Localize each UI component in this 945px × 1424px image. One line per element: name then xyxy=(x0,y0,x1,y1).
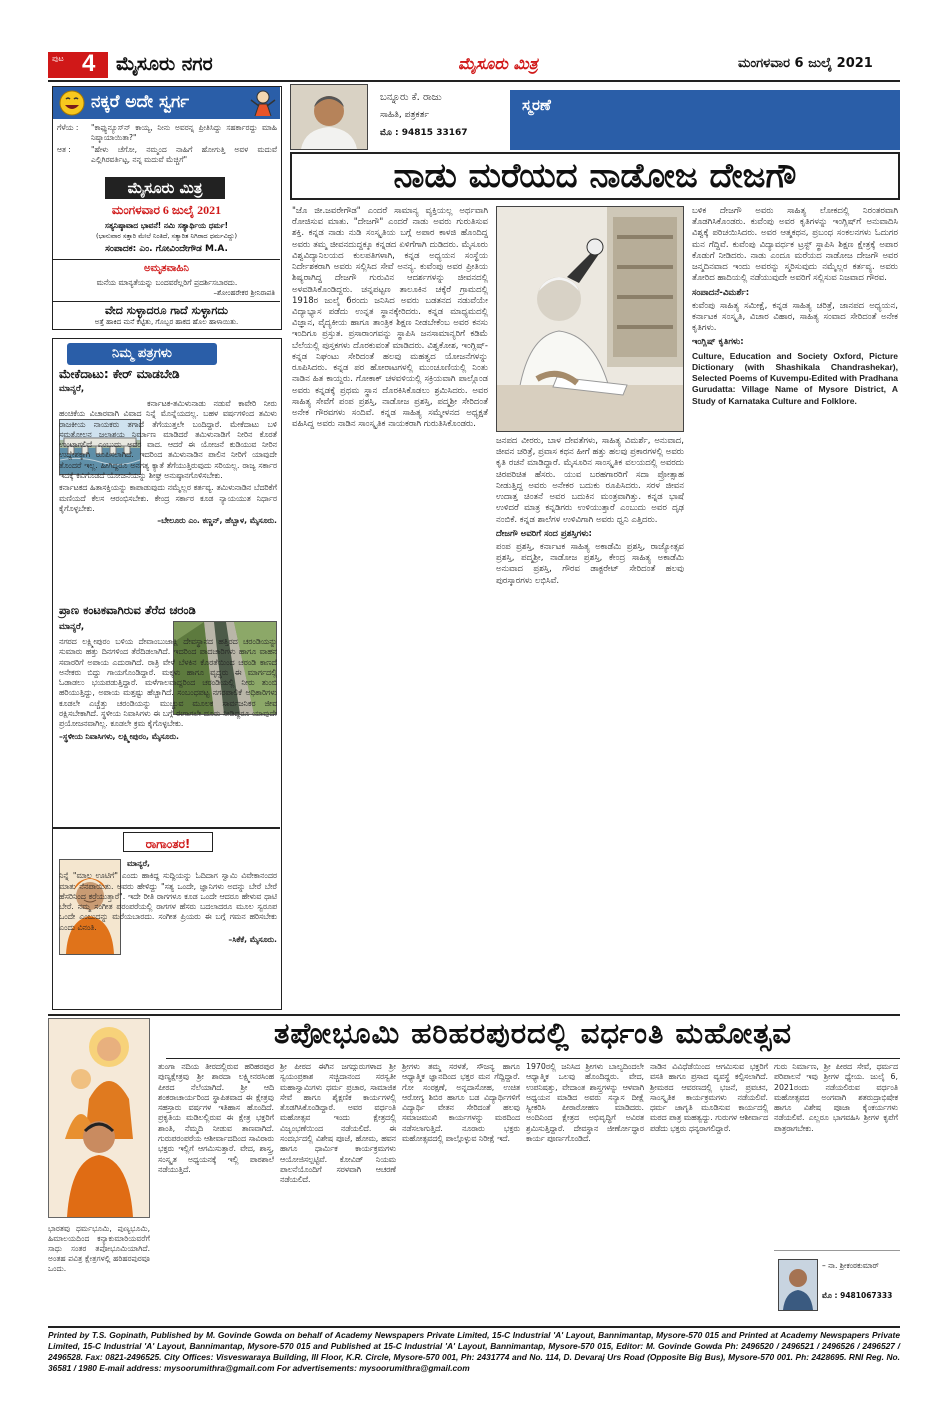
letter2-salutation: ಮಾನ್ಯರೆ, xyxy=(59,622,85,632)
feature-col2 xyxy=(496,436,684,589)
letters-banner-text: ನಿಮ್ಮ ಪತ್ರಗಳು xyxy=(112,346,172,361)
bottom-headline-rule xyxy=(166,1058,900,1059)
humor-row1-text: "ಕಾಫ್ಯುನ್ಯೂಸ್‌ನ್ ಕಾಯ್ಯ, ನೀನು ಅವರನ್ನ ಪ್ರೀತಿಸಿದ್ದು ಸಹರ್ಕಾರದ್ದು ಮಾಹಿ ನಿಷ್ಕಾಯಾಯಿತಾ?" xyxy=(91,123,277,142)
masthead-line1: ಸತ್ಯನಿಷ್ಠಾವಾದ ಭಾವನೆ! ನಮಿ ಸತ್ಯಾರ್ಥಿಯ ಧರ್ಮ! xyxy=(104,221,229,230)
page-header xyxy=(48,52,900,78)
raga-title: ರಾಗಾಂತರ! xyxy=(145,837,191,851)
feature-article xyxy=(288,84,900,1012)
amrita-credit: –ಶೋಂಹರೇಕರ ಶ್ರೀನಿರಾಪತಿ xyxy=(213,289,275,297)
humor-row2-label: ಆತ : xyxy=(57,144,71,154)
letters-box xyxy=(52,338,282,1010)
masthead-line2: (ಭಾನುವಾರ ಸತ್ತಾರಿ ಮೇಲೆ ನಿಂತಿದೆ, ಸತ್ಯಾರಿತ ನಿಗಿರಾದ ಧರ್ಮವಿದ್ದು) xyxy=(95,232,238,240)
feature-col1-text: "ಜೊ ಜೀ.ಜವರೇಗೌಡ" ಎಂದರೆ ಸಾಮಾನ್ಯ ವ್ಯಕ್ತಿಯಲ್ಲ ಅರ್ಥವಾಗಿ ರೋಜಿಸುವ ಮಾತು. "ದೇಜಗೌ" ಎಂದರೆ ನಾಡು ಅವರು ಗುರುತಿಸುವ ಶಕ್ತಿ. ಕನ್ನಡ ನಾಡು ನುಡಿ ಸಂಸ್ಕೃತಿಯ ಬಗ್ಗೆ ಅಪಾರ ಕಾಳಜಿ ಹೊಂದಿದ್ದ ಅವರು ತಮ್ಮ ಜೀವನದುದ್ದಕ್ಕೂ ಕನ್ನಡದ ಏಳಿಗೆಗಾಗಿ ದುಡಿದರು. ಮೈಸೂರು ವಿಶ್ವವಿದ್ಯಾನಿಲಯದ ಕುಲಪತಿಗಳಾಗಿ, ಕನ್ನಡ ಅಧ್ಯಯನ ಸಂಸ್ಥೆಯ ನಿರ್ದೇಶಕರಾಗಿ ಅವರು ಸಲ್ಲಿಸಿದ ಸೇವೆ ಅನನ್ಯ. ಕುವೆಂಪು ಅವರ ಪ್ರೀತಿಯ ಶಿಷ್ಯರಾಗಿದ್ದ ದೇಜಗೌ ಗುರುವಿನ ಆದರ್ಶಗಳನ್ನು ಜೀವನದಲ್ಲಿ ಅಳವಡಿಸಿಕೊಂಡಿದ್ದರು. ಚನ್ನಪಟ್ಟಣ ತಾಲೂಕಿನ ಚಕ್ಕೆರೆ ಗ್ರಾಮದಲ್ಲಿ 1918ರ ಜುಲೈ 6ರಂದು ಜನಿಸಿದ ಅವರು ಬಡತನದ ನಡುವೆಯೇ ವಿದ್ಯಾಭ್ಯಾಸ ಪಡೆದು ಉನ್ನತ ಸ್ಥಾನಕ್ಕೇರಿದರು. ಕನ್ನಡ ಮಾಧ್ಯಮದಲ್ಲಿ ವಿಜ್ಞಾನ, ವೈದ್ಯಕೀಯ ಹಾಗೂ ತಾಂತ್ರಿಕ ಶಿಕ್ಷಣ ನೀಡಬೇಕೆಂಬ ಅವರ ಕನಸು ಇಂದಿಗೂ ಪ್ರಸ್ತುತ. ಪ್ರಸಾರಾಂಗವನ್ನು ಸ್ಥಾಪಿಸಿ ಜನಸಾಮಾನ್ಯರಿಗೆ ಕಡಿಮೆ ಬೆಲೆಯಲ್ಲಿ ಪುಸ್ತಕಗಳು ದೊರಕುವಂತೆ ಮಾಡಿದರು. ವಿಶ್ವಕೋಶ, ಇಂಗ್ಲಿಷ್-ಕನ್ನಡ ನಿಘಂಟು ಸೇರಿದಂತೆ ಹಲವು ಮಹತ್ವದ ಯೋಜನೆಗಳನ್ನು ರೂಪಿಸಿದರು. ಕನ್ನಡ ಪರ ಹೋರಾಟಗಳಲ್ಲಿ ಮುಂಚೂಣಿಯಲ್ಲಿ ನಿಂತು ನಾಡಿನ ಹಿತ ಕಾಯ್ದರು. ಗೋಕಾಕ್ ಚಳವಳಿಯಲ್ಲಿ ಸಕ್ರಿಯವಾಗಿ ಪಾಲ್ಗೊಂಡ ಅವರು ಕನ್ನಡಕ್ಕೆ ಪ್ರಥಮ ಸ್ಥಾನ ದೊರಕಿಸಿಕೊಡಲು ಶ್ರಮಿಸಿದರು. ಅವರ ಸಾಹಿತ್ಯ ಸೇವೆಗೆ ಪಂಪ ಪ್ರಶಸ್ತಿ, ನಾಡೋಜ ಪ್ರಶಸ್ತಿ, ಪದ್ಮಶ್ರೀ ಸೇರಿದಂತೆ ಅನೇಕ ಗೌರವಗಳು ಸಂದಿವೆ. ಕನ್ನಡ ಸಾಹಿತ್ಯ ಸಮ್ಮೇಳನದ ಅಧ್ಯಕ್ಷತೆ ವಹಿಸಿದ್ದ ಅವರು ನಾಡಿನ ಸಾಂಸ್ಕೃತಿಕ ನಾಯಕರಾಗಿ ಗುರುತಿಸಿಕೊಂಡರು. xyxy=(292,206,488,430)
letter1-salutation: ಮಾನ್ಯರೆ, xyxy=(59,384,85,394)
letter1-para2: ಕರ್ನಾಟಕದ ಹಿತಾಸಕ್ತಿಯನ್ನು ಕಾಪಾಡುವುದು ನಮ್ಮೆಲ್ಲರ ಕರ್ತವ್ಯ. ತಮಿಳುನಾಡಿನ ಬೆದರಿಕೆಗೆ ಮಣಿಯದೆ ಕೆಲಸ ಆರಂಭಿಸಬೇಕು. ಕೇಂದ್ರ ಸರ್ಕಾರ ಕೂಡ ನ್ಯಾಯಯುತ ನಿರ್ಧಾರ ಕೈಗೊಳ್ಳಬೇಕು. xyxy=(59,483,277,513)
bottom-col5: ನಾಡಿನ ವಿವಿಧೆಡೆಯಿಂದ ಆಗಮಿಸುವ ಭಕ್ತರಿಗೆ ವಸತಿ ಹಾಗೂ ಪ್ರಸಾದ ವ್ಯವಸ್ಥೆ ಕಲ್ಪಿಸಲಾಗಿದೆ. ಶ್ರೀಮಠದ ಆವರಣದಲ್ಲಿ ಭಜನೆ, ಪ್ರವಚನ, ಸಾಂಸ್ಕೃತಿಕ ಕಾರ್ಯಕ್ರಮಗಳು ನಡೆಯಲಿವೆ. ಧರ್ಮ ಜಾಗೃತಿ ಮೂಡಿಸುವ ಕಾರ್ಯದಲ್ಲಿ ಮಠದ ಪಾತ್ರ ಮಹತ್ವದ್ದು. ಗುರುಗಳ ಆಶೀರ್ವಾದ ಪಡೆದು ಭಕ್ತರು ಧನ್ಯರಾಗಲಿದ್ದಾರೆ. xyxy=(650,1062,768,1133)
humor-rule-1 xyxy=(53,259,280,260)
feature-english-head: ಇಂಗ್ಲಿಷ್ ಕೃತಿಗಳು: xyxy=(692,337,744,348)
letter2-para1: ನಗರದ ಲಕ್ಷ್ಮೀಪುರಂ ಬಳಿಯ ದೇವಾಂಬುಜಾಕ್ಷಿ ದೇವಸ್ಥಾನದ ಹತ್ತಿರದ ಚರಂಡಿಯನ್ನು ಸುಮಾರು ಹತ್ತು ದಿನಗಳಿಂದ ತೆರೆದಿಡಲಾಗಿದೆ. ಇದರಿಂದ ಪಾದಚಾರಿಗಳು ಹಾಗೂ ವಾಹನ ಸವಾರರಿಗೆ ಅಪಾಯ ಎದುರಾಗಿದೆ. ರಾತ್ರಿ ವೇಳೆ ಬೆಳಕಿನ ಕೊರತೆಯಿಂದ ಚರಂಡಿ ಕಾಣದೆ ಅನೇಕರು ಬಿದ್ದು ಗಾಯಗೊಂಡಿದ್ದಾರೆ. ಮಕ್ಕಳು ಹಾಗೂ ವೃದ್ಧರು ಈ ಮಾರ್ಗದಲ್ಲಿ ಓಡಾಡಲು ಭಯಪಡುತ್ತಿದ್ದಾರೆ. ಮಳೆಗಾಲವಾದ್ದರಿಂದ ಚರಂಡಿಯಲ್ಲಿ ನೀರು ತುಂಬಿ ಹರಿಯುತ್ತಿದ್ದು, ಅಪಾಯ ಮತ್ತಷ್ಟು ಹೆಚ್ಚಾಗಿದೆ. ಸಂಬಂಧಪಟ್ಟ ನಗರಪಾಲಿಕೆ ಅಧಿಕಾರಿಗಳು ಕೂಡಲೇ ಎಚ್ಚೆತ್ತು ಚರಂಡಿಯನ್ನು ಮುಚ್ಚುವ ಮೂಲಕ ಸಾರ್ವಜನಿಕರ ಜೀವ ರಕ್ಷಿಸಬೇಕಾಗಿದೆ. ಸ್ಥಳೀಯ ನಿವಾಸಿಗಳು ಈ ಬಗ್ಗೆ ಈಗಾಗಲೇ ದೂರು ನೀಡಿದ್ದರೂ ಯಾವುದೇ ಪ್ರಯೋಜನವಾಗಿಲ್ಲ. ಕೂಡಲೇ ಕ್ರಮ ಕೈಗೊಳ್ಳಬೇಕು. xyxy=(59,637,277,729)
feature-col2-text: ಜನಪದ ವೀರರು, ಬಾಳ ದೇವತೆಗಳು, ಸಾಹಿತ್ಯ ವಿಮರ್ಶೆ, ಅನುವಾದ, ಜೀವನ ಚರಿತ್ರೆ, ಪ್ರವಾಸ ಕಥನ ಹೀಗೆ ಹತ್ತು ಹಲವು ಪ್ರಕಾರಗಳಲ್ಲಿ ಅವರು ಕೃತಿ ರಚನೆ ಮಾಡಿದ್ದಾರೆ. ಮೈಸೂರಿನ ಸಾಂಸ್ಕೃತಿಕ ವಲಯದಲ್ಲಿ ಅವರದು ಚಿರಪರಿಚಿತ ಹೆಸರು. ಯುವ ಬರಹಗಾರರಿಗೆ ಸದಾ ಪ್ರೋತ್ಸಾಹ ನೀಡುತ್ತಿದ್ದ ಅವರು ಅನೇಕರ ಬದುಕು ರೂಪಿಸಿದರು. ಸರಳ ಜೀವನ ಉದಾತ್ತ ಚಿಂತನೆ ಅವರ ಬದುಕಿನ ಮಂತ್ರವಾಗಿತ್ತು. ಕನ್ನಡ ಭಾಷೆ ಉಳಿದರೆ ಮಾತ್ರ ಕನ್ನಡಿಗರು ಉಳಿಯುತ್ತಾರೆ ಎಂಬುದು ಅವರ ದೃಢ ನಂಬಿಕೆ. ಕನ್ನಡ ಶಾಲೆಗಳ ಉಳಿವಿಗಾಗಿ ಅವರು ಧ್ವನಿ ಎತ್ತಿದರು. xyxy=(496,436,684,525)
humor-title: ನಕ್ಕರೆ ಅದೇ ಸ್ವರ್ಗ xyxy=(91,92,190,112)
page-number-box xyxy=(48,52,108,78)
section-name: ಮೈಸೂರು ನಗರ xyxy=(116,53,213,75)
feature-headline: ನಾಡು ಮರೆಯದ ನಾಡೋಜ ದೇಜಗೌ xyxy=(393,156,797,196)
header-paper-name: ಮೈಸೂರು ಮಿತ್ರ xyxy=(458,54,538,73)
masthead-date: ಮಂಗಳವಾರ 6 ಜುಲೈ 2021 xyxy=(111,203,222,217)
feature-col3-text: ಬಳಿಕ ದೇಜಗೌ ಅವರು ಸಾಹಿತ್ಯ ಲೋಕದಲ್ಲಿ ನಿರಂತರವಾಗಿ ತೊಡಗಿಸಿಕೊಂಡರು. ಕುವೆಂಪು ಅವರ ಕೃತಿಗಳನ್ನು ಇಂಗ್ಲಿಷ್‌ಗೆ ಅನುವಾದಿಸಿ ವಿಶ್ವಕ್ಕೆ ಪರಿಚಯಿಸಿದರು. ಅವರ ಆತ್ಮಕಥನ, ಪ್ರಬಂಧ ಸಂಕಲನಗಳು ಓದುಗರ ಮನ ಗೆದ್ದಿವೆ. ಕುವೆಂಪು ವಿದ್ಯಾವರ್ಧಕ ಟ್ರಸ್ಟ್ ಸ್ಥಾಪಿಸಿ ಶಿಕ್ಷಣ ಕ್ಷೇತ್ರಕ್ಕೆ ಅಪಾರ ಕೊಡುಗೆ ನೀಡಿದರು. ನಾಡು ಎಂದೂ ಮರೆಯದ ನಾಡೋಜ ದೇಜಗೌ ಅವರ ಜನ್ಮದಿನವಾದ ಇಂದು ಅವರನ್ನು ಸ್ಮರಿಸುವುದು ನಮ್ಮೆಲ್ಲರ ಕರ್ತವ್ಯ. ಅವರು ತೋರಿದ ಹಾದಿಯಲ್ಲಿ ನಡೆಯುವುದೇ ಅವರಿಗೆ ಸಲ್ಲಿಸುವ ನಿಜವಾದ ಗೌರವ. xyxy=(692,206,898,284)
masthead-box xyxy=(105,177,225,199)
humor-title-band xyxy=(53,87,280,119)
imprint-footer: Printed by T.S. Gopinath, Published by M. Govinde Gowda on behalf of Academy Newspapers Private Limited, 15-C Industrial 'A' Layout, Bannimantap, Mysore-570 015 and Printed at Academy Newspapers Private Limited, 15-C Industrial 'A' Layout, Bannimantap, Mysore-570 015 and Published at 15-C Industrial 'A' Layout, Bannimantap, Mysore-570 015, Editor: M. Govinde Gowda Ph: 2496520 / 2496521 / 2496526 / 2496527 / 2496528. Fax: 0821-2496525. City Offices: Visveswaraya Building, III Floor, K.R. Circle, Mysore-570 001, Ph: 2431774 and No. 114, D. Devaraj Urs Road (Opposite Big Bus), Mysore-570 001. Ph: 2428695. RNI Reg. No. 36581 / 1980 E-mail address: mysoorumithra@gmail.com For advertisements: mysoorumithra@gmail.com xyxy=(48,1330,900,1373)
feature-col3 xyxy=(692,206,898,409)
byline-name: – ನಾ. ಶ್ರೀಕಂಠಕುಮಾರ್ xyxy=(822,1261,879,1270)
letter2-body xyxy=(59,637,277,744)
raga-text: ನಿನ್ನೆ "ಮಾಲ ಊಟಿಗೆ" ಎಂದು ಹಾಕಿದ್ದ ಸುದ್ದಿಯನ್ನು ಓದಿದಾಗ ಸ್ವಾಮಿ ವಿವೇಕಾನಂದರ ಮಾತು ನೆನಪಾಯಿತು. ಅವರು ಹೇಳಿದ್ದು "ಸತ್ಯ ಒಂದೇ, ಜ್ಞಾನಿಗಳು ಅದನ್ನು ಬೇರೆ ಬೇರೆ ಹೆಸರಿನಿಂದ ಕರೆಯುತ್ತಾರೆ". ಇದೇ ರೀತಿ ರಾಗಗಳೂ ಕೂಡ ಒಂದೇ ಆದರೂ ಹೇಳುವ ಧಾಟಿ ಬೇರೆ. ನಮ್ಮ ಸಂಗೀತ ಪರಂಪರೆಯಲ್ಲಿ ರಾಗಗಳ ಹೆಸರು ಬದಲಾದರೂ ಮೂಲ ಸ್ವರೂಪ ಒಂದೇ ಎಂಬುದನ್ನು ಮರೆಯಬಾರದು. ಸಂಗೀತ ಪ್ರಿಯರು ಈ ಬಗ್ಗೆ ಗಮನ ಹರಿಸಬೇಕು ಎಂದು ವಿನಂತಿ. xyxy=(59,871,277,932)
feature-kicker: ಸ್ಮರಣೆ xyxy=(522,96,551,114)
feature-awards-head: ದೇಜಗೌ ಅವರಿಗೆ ಸಂದ ಪ್ರಶಸ್ತಿಗಳು: xyxy=(496,528,592,539)
author-name: ಬನ್ನೂರು ಕೆ. ರಾಜು xyxy=(380,92,442,103)
amrita-title: ಅಮೃತವಾಹಿನಿ xyxy=(144,263,189,274)
feature-works-head: ಸಂಪಾದನೆ-ವಿಮರ್ಶೆ: xyxy=(692,287,750,298)
humor-row2-text: "ಹೇಳು ಚೆಗೋ, ನಮ್ಮಂದ ನಾಹಿಗೆ ಹೋಗುತ್ತಿ ಅವಳ ಮದುವೆ ಎಲ್ಲಿಗಿರವರ್ತಿಟ್ಟ, ನನ್ನ ಮದುವೆ ಮೆಚ್ಚಿಗೆ" xyxy=(91,144,277,164)
amrita-text: ಮನೆಯ ಮಾನ್ಯತೆಯನ್ನು ಬಂದವರೆಲ್ಲರಿಗೆ ಪ್ರದರ್ಶಿಸಬಾರದು. xyxy=(96,278,238,287)
humor-box xyxy=(52,86,282,330)
feature-awards-text: ಪಂಪ ಪ್ರಶಸ್ತಿ, ಕರ್ನಾಟಕ ಸಾಹಿತ್ಯ ಅಕಾಡೆಮಿ ಪ್ರಶಸ್ತಿ, ರಾಜ್ಯೋತ್ಸವ ಪ್ರಶಸ್ತಿ, ಪದ್ಮಶ್ರೀ, ನಾಡೋಜ ಪ್ರಶಸ್ತಿ, ಕೇಂದ್ರ ಸಾಹಿತ್ಯ ಅಕಾಡೆಮಿ ಅನುವಾದ ಪ್ರಶಸ್ತಿ, ಗೌರವ ಡಾಕ್ಟರೇಟ್ ಸೇರಿದಂತೆ ಹಲವು ಪುರಸ್ಕಾರಗಳು ಲಭಿಸಿವೆ. xyxy=(496,541,684,586)
byline-box xyxy=(774,1250,900,1316)
cartoon-figure-icon xyxy=(249,89,277,117)
header-date: ಮಂಗಳವಾರ 6 ಜುಲೈ 2021 xyxy=(738,56,873,71)
humor-rule-2 xyxy=(53,301,280,302)
letters-banner xyxy=(67,343,217,365)
humor-dialogue xyxy=(57,123,277,165)
raga-salutation: ಮಾನ್ಯರೆ, xyxy=(127,859,150,868)
masthead-name: ಮೈಸೂರು ಮಿತ್ರ xyxy=(127,179,203,197)
bottom-article xyxy=(48,1018,900,1322)
dejagou-photo xyxy=(496,206,684,432)
raga-body xyxy=(59,859,277,947)
raga-signature: –ಸಿಕೆಕೆ, ಮೈಸೂರು. xyxy=(228,934,277,944)
byline-phone: ಮೊ : 9481067333 xyxy=(822,1291,893,1300)
byline-photo xyxy=(778,1259,818,1311)
page-number: 4 xyxy=(82,50,96,77)
raga-title-box xyxy=(123,832,213,852)
feature-kicker-band xyxy=(510,90,900,150)
veda-text: ಅತ್ತೆ ಹಾಕಿದ ಮನೆ ಕೆಟ್ಟಿತು, ಗೊಬ್ಬರ ಹಾಕದ ಹೊಲ ಹಾಳಾಯಿತು. xyxy=(94,318,239,326)
letter2-title: ಪ್ರಾಣ ಕಂಟಕವಾಗಿರುವ ತೆರೆದ ಚರಂಡಿ xyxy=(59,603,196,617)
veda-title: ವೇದ ಸುಳ್ಳಾದರೂ ಗಾದೆ ಸುಳ್ಳಾಗದು xyxy=(105,304,228,317)
laughing-face-icon xyxy=(59,90,85,116)
swamiji-photo xyxy=(48,1018,150,1218)
letter1-body xyxy=(59,397,277,528)
author-title: ಸಾಹಿತಿ, ಪತ್ರಕರ್ತ xyxy=(380,110,430,120)
masthead-editor: ಸಂಪಾದಕ: ಎಂ. ಗೋವಿಂದೇಗೌಡ M.A. xyxy=(105,244,228,254)
feature-works-text: ಕುವೆಂಪು ಸಾಹಿತ್ಯ ಸಮೀಕ್ಷೆ, ಕನ್ನಡ ಸಾಹಿತ್ಯ ಚರಿತ್ರೆ, ಜಾನಪದ ಅಧ್ಯಯನ, ಕರ್ನಾಟಕ ಸಂಸ್ಕೃತಿ, ವಿಚಾರ ವಿಹಾರ, ಸಾಹಿತ್ಯ ಸಂವಾದ ಸೇರಿದಂತೆ ಅನೇಕ ಕೃತಿಗಳು. xyxy=(692,300,898,334)
letter1-para1: ಕರ್ನಾಟಕ-ತಮಿಳುನಾಡು ನಡುವೆ ಕಾವೇರಿ ನೀರು ಹಂಚಿಕೆಯ ವಿಚಾರವಾಗಿ ವಿವಾದ ನಿನ್ನೆ ಮೊನ್ನೆಯದಲ್ಲ. ಬಹಳ ವರ್ಷಗಳಿಂದ ತಮಿಳು ರಾಜಕೀಯ ನಾಯಕರು ತಗಾದೆ ತೆಗೆಯುತ್ತಲೇ ಬಂದಿದ್ದಾರೆ. ಮೇಕೆದಾಟು ಬಳಿ ಸಮತೋಲನ ಜಲಾಶಯ ನಿರ್ಮಾಣ ಮಾಡಿದರೆ ತಮಿಳುನಾಡಿಗೆ ನೀರಿನ ಕೊರತೆ ಉಂಟಾಗಲಿದೆ ಎಂಬುದು ಅವರ ವಾದ. ಆದರೆ ಈ ಯೋಜನೆ ಕುಡಿಯುವ ನೀರಿನ ಉದ್ದೇಶಕ್ಕಾಗಿ ರೂಪಿಸಲಾಗಿದೆ. ಇದರಿಂದ ತಮಿಳುನಾಡಿನ ಪಾಲಿನ ನೀರಿಗೆ ಯಾವುದೇ ತೊಂದರೆ ಇಲ್ಲ. ಹೀಗಿದ್ದರೂ ಅನಗತ್ಯ ಕ್ಯಾತೆ ತೆಗೆಯುತ್ತಿರುವುದು ಸರಿಯಲ್ಲ. ರಾಜ್ಯ ಸರ್ಕಾರ ಇದಕ್ಕೆ ಕಿವಿಗೊಡದೆ ಯೋಜನೆಯನ್ನು ಶೀಘ್ರ ಅನುಷ್ಠಾನಗೊಳಿಸಬೇಕು. xyxy=(59,399,277,480)
bottom-headline: ತಪೋಭೂಮಿ ಹರಿಹರಪುರದಲ್ಲಿ ವರ್ಧಂತಿ ಮಹೋತ್ಸವ xyxy=(274,1016,792,1050)
author-phone: ಮೊ : 94815 33167 xyxy=(380,128,468,138)
feature-headline-box xyxy=(290,152,900,200)
author-photo xyxy=(290,84,368,150)
feature-col1 xyxy=(292,206,488,432)
letters-rule xyxy=(53,827,280,829)
letter2-signature: –ಸ್ಥಳೀಯ ನಿವಾಸಿಗಳು, ಲಕ್ಷ್ಮೀಪುರಂ, ಮೈಸೂರು. xyxy=(59,731,179,741)
bottom-col1: ತುಂಗಾ ನದಿಯ ತೀರದಲ್ಲಿರುವ ಹರಿಹರಪುರ ಪುಣ್ಯಕ್ಷೇತ್ರವು ಶ್ರೀ ಶಾರದಾ ಲಕ್ಷ್ಮೀನರಸಿಂಹ ಪೀಠದ ನೆಲೆಯಾಗಿದೆ. ಶ್ರೀ ಆದಿ ಶಂಕರಾಚಾರ್ಯರಿಂದ ಸ್ಥಾಪಿತವಾದ ಈ ಕ್ಷೇತ್ರವು ಸಹಸ್ರಾರು ವರ್ಷಗಳ ಇತಿಹಾಸ ಹೊಂದಿದೆ. ಪ್ರಕೃತಿಯ ಮಡಿಲಲ್ಲಿರುವ ಈ ಕ್ಷೇತ್ರ ಭಕ್ತರಿಗೆ ಶಾಂತಿ, ನೆಮ್ಮದಿ ನೀಡುವ ತಾಣವಾಗಿದೆ. ಗುರುಪರಂಪರೆಯ ಆಶೀರ್ವಾದದಿಂದ ಸಾವಿರಾರು ಭಕ್ತರು ಇಲ್ಲಿಗೆ ಆಗಮಿಸುತ್ತಾರೆ. ವೇದ, ಶಾಸ್ತ್ರ, ಸಂಸ್ಕೃತ ಅಧ್ಯಯನಕ್ಕೆ ಇಲ್ಲಿ ಪಾಠಶಾಲೆ ನಡೆಯುತ್ತಿದೆ. xyxy=(158,1062,274,1174)
letter1-signature: –ಬೇಲೂರು ಎಂ. ಕಣ್ಣನ್, ಹೆಬ್ಬಾಳ, ಮೈಸೂರು. xyxy=(157,516,277,526)
bottom-caption: ಭಾರತವು ಧರ್ಮಭೂಮಿ, ಪುಣ್ಯಭೂಮಿ, ಹಿಮಾಲಯದಿಂದ ಕನ್ಯಾಕುಮಾರಿಯವರೆಗೆ ಸಾಧು ಸಂತರ ತಪೋಭೂಮಿಯಾಗಿದೆ. ಅಂತಹ ಪವಿತ್ರ ಕ್ಷೇತ್ರಗಳಲ್ಲಿ ಹರಿಹರಪುರವೂ ಒಂದು. xyxy=(48,1224,150,1274)
bottom-col4: 1970ರಲ್ಲಿ ಜನಿಸಿದ ಶ್ರೀಗಳು ಬಾಲ್ಯದಿಂದಲೇ ಆಧ್ಯಾತ್ಮಿಕ ಒಲವು ಹೊಂದಿದ್ದರು. ವೇದ, ಉಪನಿಷತ್ತು, ವೇದಾಂತ ಶಾಸ್ತ್ರಗಳನ್ನು ಆಳವಾಗಿ ಅಧ್ಯಯನ ಮಾಡಿದ ಅವರು ಸನ್ಯಾಸ ದೀಕ್ಷೆ ಸ್ವೀಕರಿಸಿ ಪೀಠಾರೋಹಣ ಮಾಡಿದರು. ಅಂದಿನಿಂದ ಕ್ಷೇತ್ರದ ಅಭಿವೃದ್ಧಿಗೆ ಅವಿರತ ಶ್ರಮಿಸುತ್ತಿದ್ದಾರೆ. ದೇವಸ್ಥಾನ ಜೀರ್ಣೋದ್ಧಾರ ಕಾರ್ಯ ಪೂರ್ಣಗೊಂಡಿದೆ. xyxy=(526,1062,644,1143)
footer-rule xyxy=(48,1326,900,1328)
bottom-col2: ಶ್ರೀ ಪೀಠದ ಈಗಿನ ಜಗದ್ಗುರುಗಳಾದ ಶ್ರೀ ಸ್ವಯಂಪ್ರಕಾಶ ಸಚ್ಚಿದಾನಂದ ಸರಸ್ವತೀ ಮಹಾಸ್ವಾಮಿಗಳು ಧರ್ಮ ಪ್ರಚಾರ, ಸಾಮಾಜಿಕ ಸೇವೆ ಹಾಗೂ ಶೈಕ್ಷಣಿಕ ಕಾರ್ಯಗಳಲ್ಲಿ ತೊಡಗಿಸಿಕೊಂಡಿದ್ದಾರೆ. ಅವರ ವರ್ಧಂತಿ ಮಹೋತ್ಸವ ಇಂದು ಕ್ಷೇತ್ರದಲ್ಲಿ ವಿಜೃಂಭಣೆಯಿಂದ ನಡೆಯಲಿದೆ. ಈ ಸಂದರ್ಭದಲ್ಲಿ ವಿಶೇಷ ಪೂಜೆ, ಹೋಮ, ಹವನ ಹಾಗೂ ಧಾರ್ಮಿಕ ಕಾರ್ಯಕ್ರಮಗಳು ಆಯೋಜಿಸಲ್ಪಟ್ಟಿವೆ. ಕೋವಿಡ್ ನಿಯಮ ಪಾಲನೆಯೊಂದಿಗೆ ಸರಳವಾಗಿ ಆಚರಣೆ ನಡೆಯಲಿದೆ. xyxy=(280,1062,396,1185)
page-label: ಪುಟ xyxy=(52,54,64,63)
letter1-title: ಮೇಕೆದಾಟು: ಕೇರ್ ಮಾಡಬೇಡಿ xyxy=(59,367,180,381)
header-rule xyxy=(48,80,900,82)
humor-row1-label: ಗೆಳೆಯ : xyxy=(57,123,79,132)
bottom-col3: ಶ್ರೀಗಳು ತಮ್ಮ ಸರಳತೆ, ಸೌಜನ್ಯ ಹಾಗೂ ಆಧ್ಯಾತ್ಮಿಕ ಜ್ಞಾನದಿಂದ ಭಕ್ತರ ಮನ ಗೆದ್ದಿದ್ದಾರೆ. ಗೋ ಸಂರಕ್ಷಣೆ, ಅನ್ನದಾಸೋಹ, ಉಚಿತ ಆರೋಗ್ಯ ಶಿಬಿರ ಹಾಗೂ ಬಡ ವಿದ್ಯಾರ್ಥಿಗಳಿಗೆ ವಿದ್ಯಾರ್ಥಿ ವೇತನ ಸೇರಿದಂತೆ ಹಲವು ಸಮಾಜಮುಖಿ ಕಾರ್ಯಗಳನ್ನು ಮಠದಿಂದ ನಡೆಸಲಾಗುತ್ತಿದೆ. ನೂರಾರು ಭಕ್ತರು ಮಹೋತ್ಸವದಲ್ಲಿ ಪಾಲ್ಗೊಳ್ಳುವ ನಿರೀಕ್ಷೆ ಇದೆ. xyxy=(402,1062,520,1143)
feature-english-text: Culture, Education and Society Oxford, Picture Dictionary (with Shashikala Chandrashekar), Selected Poems of Kuvempu-Edited with Pradhana Gurudatta: Village Name of Mysore District, A Study of Karnataka Culture and Folklore. xyxy=(692,350,898,406)
bottom-col6: ಗುರು ನಿರ್ಮಾಣ, ಶ್ರೀ ಪೀಠದ ಸೇವೆ, ಧರ್ಮದ ಪರಿಪಾಲನೆ ಇವು ಶ್ರೀಗಳ ಧ್ಯೇಯ. ಜುಲೈ 6, 2021ರಂದು ನಡೆಯಲಿರುವ ವರ್ಧಂತಿ ಮಹೋತ್ಸವದ ಅಂಗವಾಗಿ ಶತರುದ್ರಾಭಿಷೇಕ ಹಾಗೂ ವಿಶೇಷ ಪೂಜಾ ಕೈಂಕರ್ಯಗಳು ನಡೆಯಲಿವೆ. ಎಲ್ಲರೂ ಭಾಗವಹಿಸಿ ಶ್ರೀಗಳ ಕೃಪೆಗೆ ಪಾತ್ರರಾಗಬೇಕು. xyxy=(774,1062,898,1133)
